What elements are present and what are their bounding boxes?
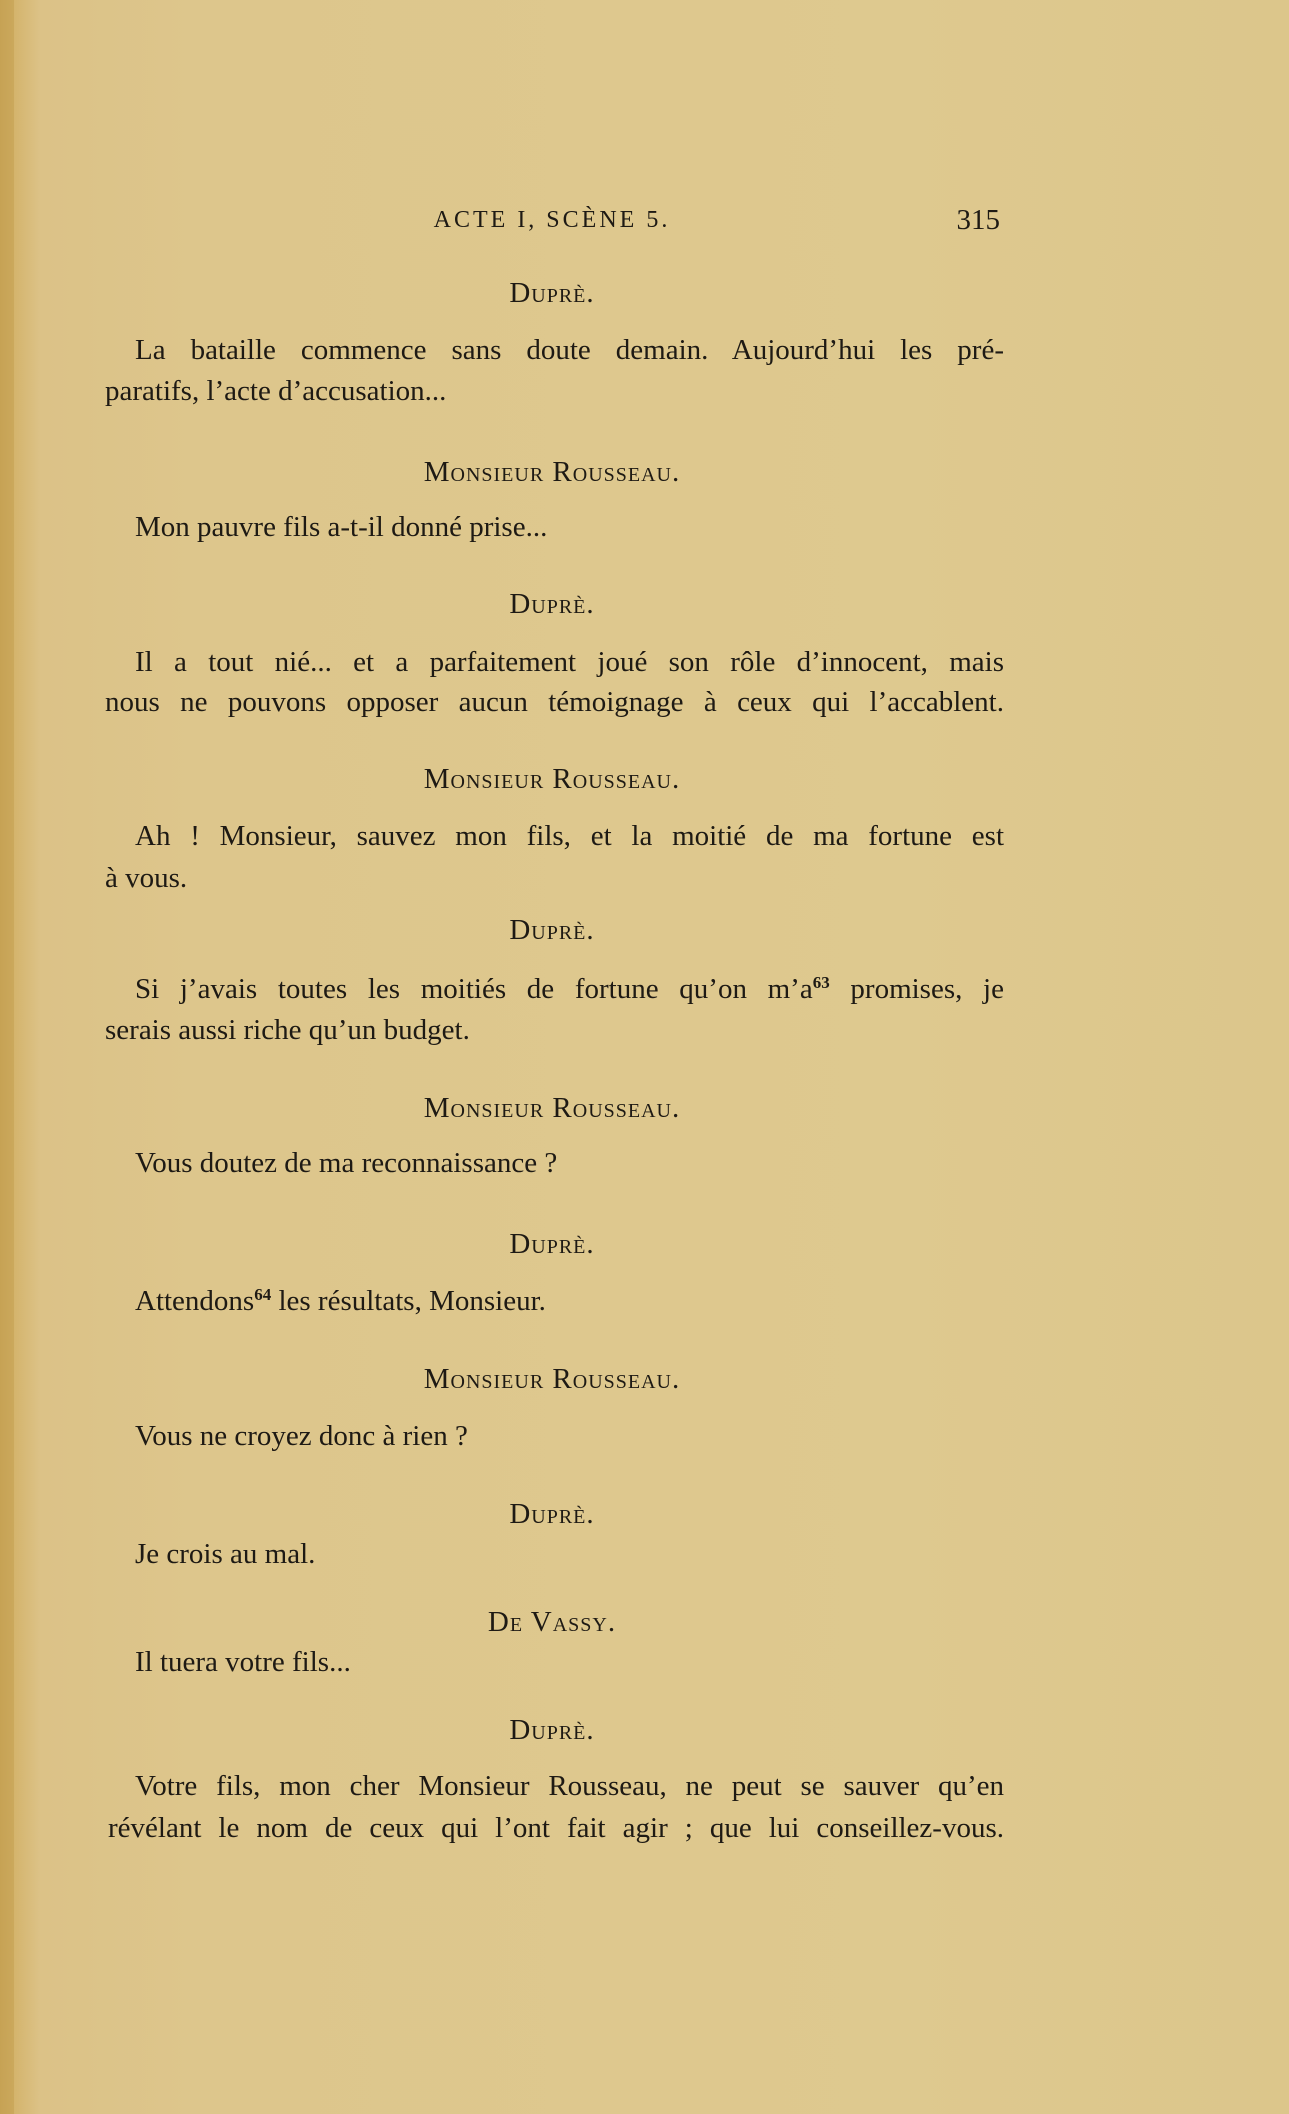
text-segment: les résultats, Monsieur.	[271, 1285, 546, 1317]
speaker-name: De Vassy.	[487, 1606, 617, 1638]
page-number: 315	[956, 204, 1000, 236]
text-line: Vous doutez de ma reconnaissance ?	[135, 1147, 558, 1179]
speaker-name: Duprè.	[509, 1498, 595, 1530]
text-segment: Si j’avais toutes les moitiés de fortune qu’on m’a	[135, 973, 813, 1005]
speaker-name: Monsieur Rousseau.	[423, 1092, 681, 1124]
speaker-name: Monsieur Rousseau.	[423, 763, 681, 795]
footnote-ref: 64	[254, 1285, 272, 1304]
footnote-ref: 63	[812, 973, 830, 992]
page-edge-shadow	[0, 0, 14, 2114]
text-line: Vous ne croyez donc à rien ?	[135, 1420, 468, 1452]
text-line: Votre fils, mon cher Monsieur Rousseau, ne peut se sauver qu’en	[135, 1770, 1004, 1802]
text-line: Mon pauvre fils a-t-il donné prise...	[135, 511, 548, 543]
speaker-name: Duprè.	[509, 277, 595, 309]
speaker-name: Monsieur Rousseau.	[423, 456, 681, 488]
text-line: nous ne pouvons opposer aucun témoignage à ceux qui l’accablent.	[105, 686, 1004, 718]
text-line: La bataille commence sans doute demain. Aujourd’hui les pré-	[135, 334, 1004, 366]
text-line: révélant le nom de ceux qui l’ont fait agir ; que lui conseillez-vous.	[108, 1812, 1004, 1844]
running-title: ACTE I, SCÈNE 5.	[433, 207, 671, 233]
speaker-name: Duprè.	[509, 1714, 595, 1746]
text-line	[135, 969, 1004, 1009]
text-line: paratifs, l’acte d’accusation...	[105, 375, 447, 407]
speaker-name: Duprè.	[509, 588, 595, 620]
speaker-name: Duprè.	[509, 914, 595, 946]
text-line: Il tuera votre fils...	[135, 1646, 351, 1678]
text-line	[135, 1281, 546, 1321]
text-line: Ah ! Monsieur, sauvez mon fils, et la moitié de ma fortune est	[135, 820, 1004, 852]
text-segment: promises, je	[829, 973, 1004, 1005]
text-line: serais aussi riche qu’un budget.	[105, 1014, 470, 1046]
speaker-name: Monsieur Rousseau.	[423, 1363, 681, 1395]
text-line: Je crois au mal.	[135, 1538, 316, 1570]
speaker-name: Duprè.	[509, 1228, 595, 1260]
text-line: à vous.	[105, 862, 188, 894]
text-segment: Attendons	[135, 1285, 255, 1317]
text-line: Il a tout nié... et a parfaitement joué son rôle d’innocent, mais	[135, 646, 1004, 678]
